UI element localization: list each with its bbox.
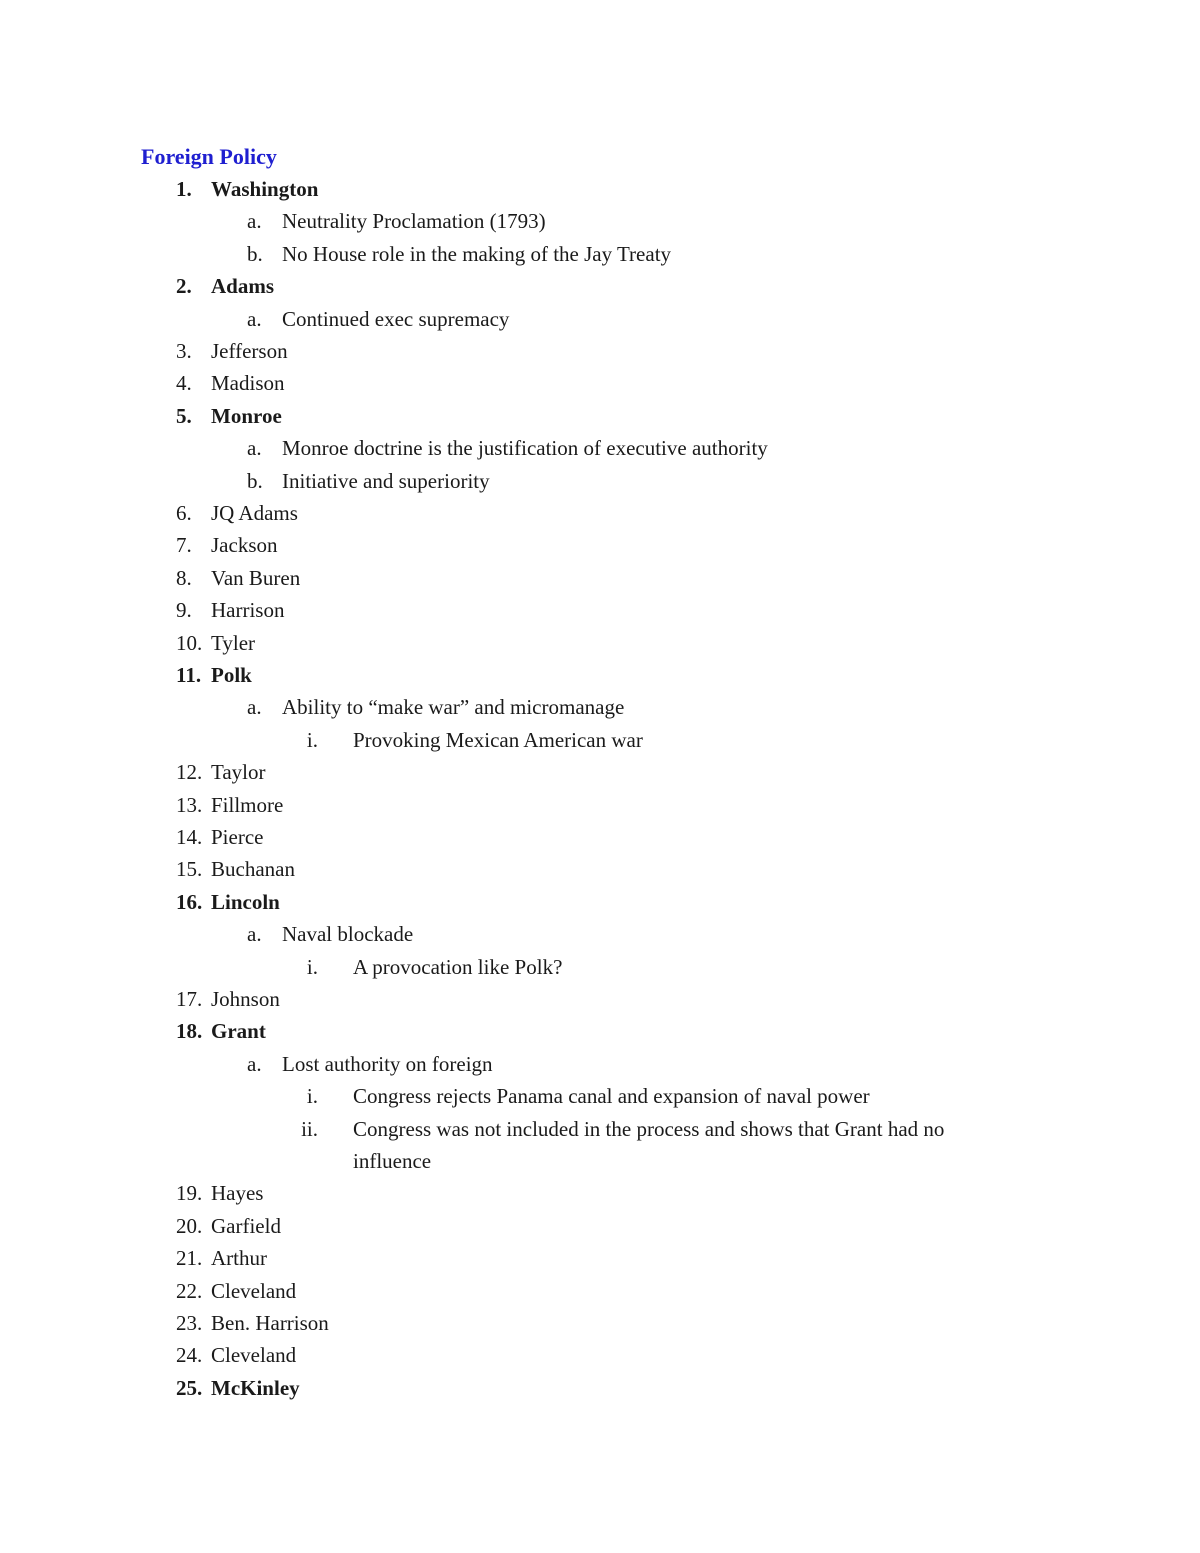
list-item-text: Fillmore — [211, 793, 284, 817]
list-marker: 6. — [176, 501, 192, 525]
list-marker: a. — [247, 209, 262, 233]
list-item-text: Congress rejects Panama canal and expansion of naval power — [353, 1084, 870, 1108]
list-marker: 24. — [176, 1343, 203, 1367]
list-item — [0, 1113, 1200, 1145]
list-marker: a. — [247, 922, 262, 946]
list-item — [0, 724, 1200, 756]
list-item-text: Buchanan — [211, 857, 295, 881]
list-item — [0, 238, 1200, 270]
list-item — [0, 1339, 1200, 1371]
list-item — [0, 1242, 1200, 1274]
list-item-text: Naval blockade — [282, 922, 414, 946]
list-item-text: Arthur — [211, 1246, 267, 1270]
list-marker: 20. — [176, 1214, 203, 1238]
list-marker: 14. — [176, 825, 203, 849]
list-item — [0, 335, 1200, 367]
list-item-text: Tyler — [211, 631, 256, 655]
list-item — [0, 465, 1200, 497]
list-item — [0, 918, 1200, 950]
list-item — [0, 1372, 1200, 1404]
list-item-text: Cleveland — [211, 1279, 297, 1303]
list-item — [0, 303, 1200, 335]
list-marker: 10. — [176, 631, 203, 655]
list-item-text: Initiative and superiority — [282, 469, 490, 493]
list-marker: a. — [247, 436, 262, 460]
list-item-text: Cleveland — [211, 1343, 297, 1367]
list-item — [0, 627, 1200, 659]
list-item-text: Monroe — [211, 404, 282, 428]
list-marker: 22. — [176, 1279, 203, 1303]
list-item — [0, 951, 1200, 983]
list-item-text: Congress was not included in the process and shows that Grant had no — [353, 1117, 945, 1141]
list-item — [0, 886, 1200, 918]
list-item — [0, 562, 1200, 594]
list-marker: 19. — [176, 1181, 203, 1205]
list-marker: 4. — [176, 371, 192, 395]
list-item — [0, 1048, 1200, 1080]
list-item-text: Jackson — [211, 533, 278, 557]
list-item-text: Pierce — [211, 825, 264, 849]
list-marker: a. — [247, 307, 262, 331]
list-item — [0, 691, 1200, 723]
list-marker: i. — [306, 728, 318, 752]
list-item — [0, 659, 1200, 691]
list-item-text: Van Buren — [211, 566, 301, 590]
list-marker: ii. — [301, 1117, 318, 1141]
list-item — [0, 529, 1200, 561]
list-item — [0, 432, 1200, 464]
list-marker: a. — [247, 695, 262, 719]
list-marker: 16. — [176, 890, 203, 914]
list-item — [0, 367, 1200, 399]
list-marker: 9. — [176, 598, 192, 622]
list-item-text: Jefferson — [211, 339, 288, 363]
list-item-text: McKinley — [211, 1376, 300, 1400]
list-marker: 13. — [176, 793, 203, 817]
list-item — [0, 1080, 1200, 1112]
list-marker: b. — [247, 242, 263, 266]
list-item — [0, 205, 1200, 237]
list-item — [0, 1210, 1200, 1242]
list-marker: 23. — [176, 1311, 203, 1335]
list-marker: 8. — [176, 566, 192, 590]
list-item — [0, 270, 1200, 302]
list-item-text: Adams — [211, 274, 275, 298]
list-marker: b. — [247, 469, 263, 493]
list-marker: 21. — [176, 1246, 203, 1270]
list-marker: 7. — [176, 533, 192, 557]
list-item-text: Taylor — [211, 760, 266, 784]
list-marker: 25. — [176, 1376, 203, 1400]
list-item — [0, 821, 1200, 853]
list-item-text: Neutrality Proclamation (1793) — [282, 209, 546, 233]
list-marker: i. — [306, 955, 318, 979]
list-item-text: A provocation like Polk? — [353, 955, 563, 979]
list-item — [0, 173, 1200, 205]
list-item — [0, 497, 1200, 529]
list-item — [0, 1145, 1200, 1177]
list-item-text: Grant — [211, 1019, 266, 1043]
list-marker: 11. — [176, 663, 202, 687]
list-item-text: Polk — [211, 663, 252, 687]
list-marker: 1. — [176, 177, 192, 201]
list-item — [0, 1015, 1200, 1047]
list-item — [0, 400, 1200, 432]
list-item-text: Continued exec supremacy — [282, 307, 510, 331]
list-item — [0, 594, 1200, 626]
document-title: Foreign Policy — [141, 144, 277, 169]
list-item — [0, 853, 1200, 885]
list-item-text: Ben. Harrison — [211, 1311, 329, 1335]
list-marker: 12. — [176, 760, 203, 784]
list-item-text: influence — [353, 1149, 432, 1173]
list-item-text: Madison — [211, 371, 285, 395]
list-item-text: Provoking Mexican American war — [353, 728, 643, 752]
list-item-text: No House role in the making of the Jay Treaty — [282, 242, 672, 266]
list-marker: a. — [247, 1052, 262, 1076]
list-item — [0, 789, 1200, 821]
list-marker: 17. — [176, 987, 203, 1011]
list-marker: 5. — [176, 404, 192, 428]
list-item-text: Lost authority on foreign — [282, 1052, 493, 1076]
list-marker: i. — [306, 1084, 318, 1108]
list-item — [0, 983, 1200, 1015]
list-marker: 3. — [176, 339, 192, 363]
list-item-text: Harrison — [211, 598, 285, 622]
list-item-text: Johnson — [211, 987, 280, 1011]
list-item-text: JQ Adams — [211, 501, 298, 525]
list-item — [0, 756, 1200, 788]
list-item — [0, 1307, 1200, 1339]
list-marker: 18. — [176, 1019, 203, 1043]
list-marker: 2. — [176, 274, 192, 298]
list-marker: 15. — [176, 857, 203, 881]
list-item-text: Hayes — [211, 1181, 264, 1205]
list-item-text: Ability to “make war” and micromanage — [282, 695, 625, 719]
list-item — [0, 1177, 1200, 1209]
list-item-text: Monroe doctrine is the justification of executive authority — [282, 436, 768, 460]
list-item-text: Washington — [211, 177, 319, 201]
list-item-text: Garfield — [211, 1214, 281, 1238]
list-item — [0, 1275, 1200, 1307]
list-item-text: Lincoln — [211, 890, 280, 914]
